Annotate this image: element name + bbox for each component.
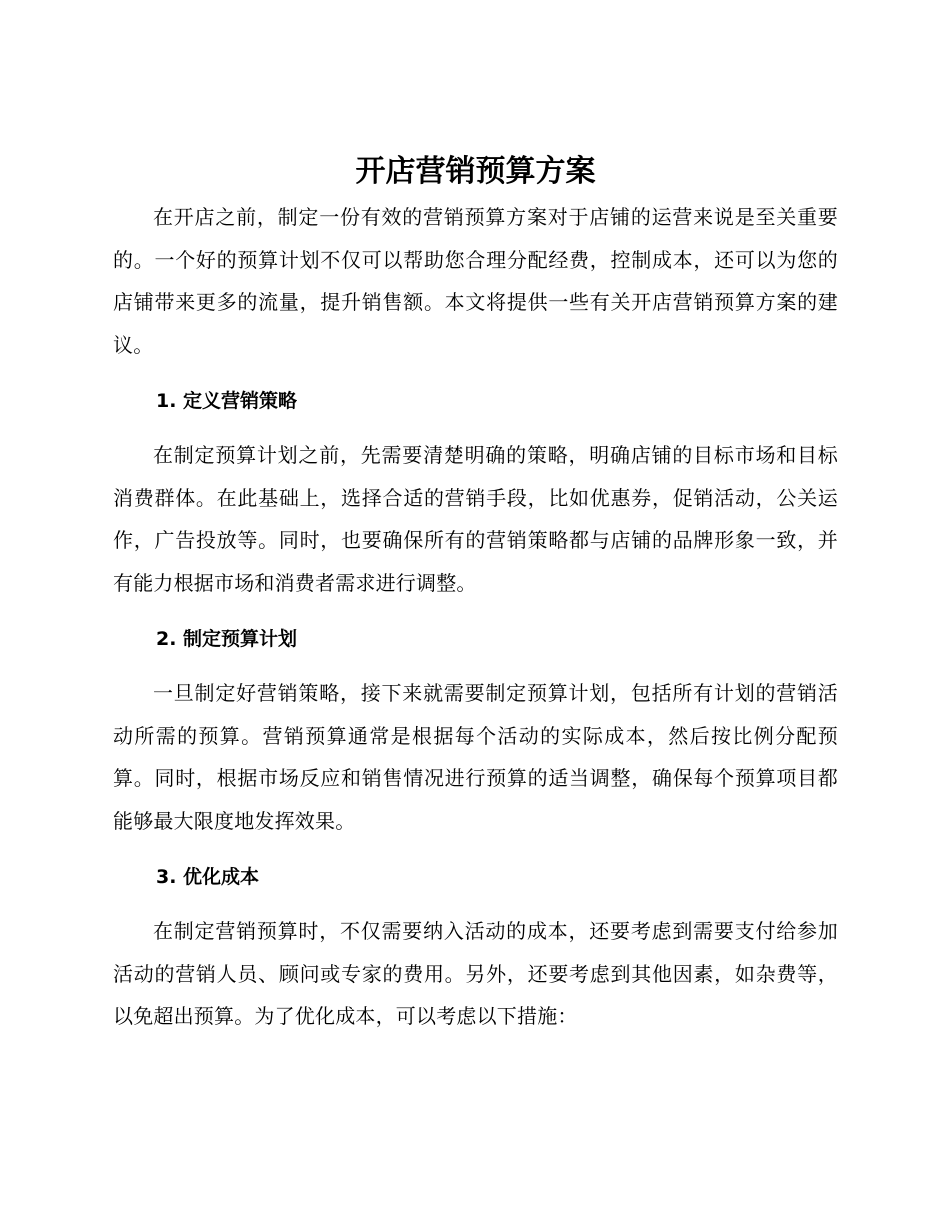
section-heading-3: 3. 优化成本 [156, 866, 260, 888]
section-body-2: 一旦制定好营销策略，接下来就需要制定预算计划，包括所有计划的营销活动所需的预算。营销预算通常是根据每个活动的实际成本，然后按比例分配预算。同时，根据市场反应和销售情况进行预算的适当调整，确保每个预算项目都能够最大限度地发挥效果。 [113, 681, 838, 833]
section-heading-2: 2. 制定预算计划 [156, 628, 298, 650]
section-heading-1: 1. 定义营销策略 [156, 390, 298, 412]
intro-paragraph: 在开店之前，制定一份有效的营销预算方案对于店铺的运营来说是至关重要的。一个好的预算计划不仅可以帮助您合理分配经费，控制成本，还可以为您的店铺带来更多的流量，提升销售额。本文将提供一些有关开店营销预算方案的建议。 [113, 205, 838, 357]
document-title: 开店营销预算方案 [355, 154, 596, 189]
section-body-1: 在制定预算计划之前，先需要清楚明确的策略，明确店铺的目标市场和目标消费群体。在此基础上，选择合适的营销手段，比如优惠券，促销活动，公关运作，广告投放等。同时，也要确保所有的营销策略都与店铺的品牌形象一致，并有能力根据市场和消费者需求进行调整。 [113, 443, 838, 595]
section-body-3: 在制定营销预算时，不仅需要纳入活动的成本，还要考虑到需要支付给参加活动的营销人员、顾问或专家的费用。另外，还要考虑到其他因素，如杂费等，以免超出预算。为了优化成本，可以考虑以下措施： [113, 919, 838, 1028]
